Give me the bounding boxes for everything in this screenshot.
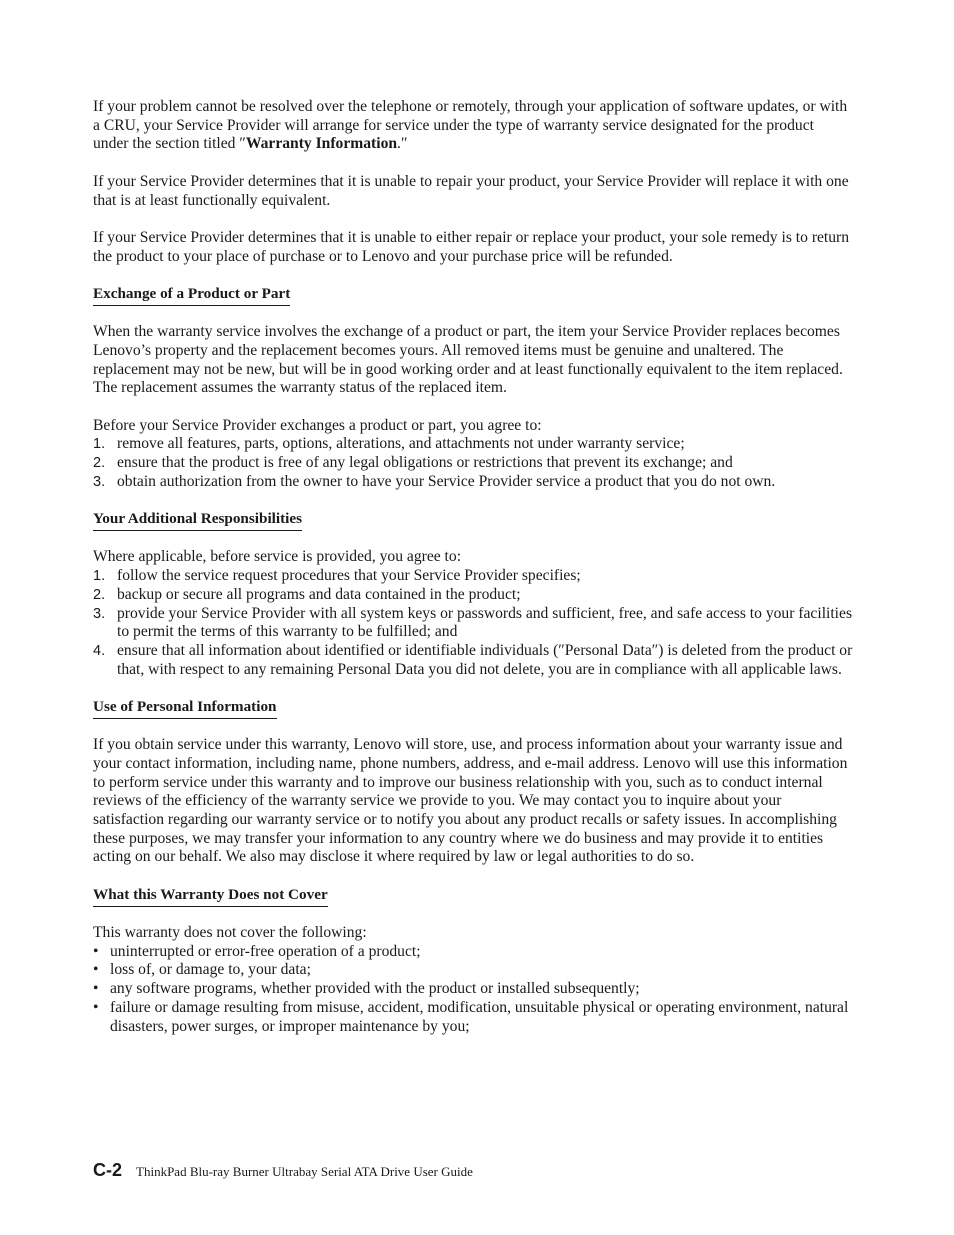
document-title: ThinkPad Blu-ray Burner Ultrabay Serial ATA Drive User Guide [136, 1164, 473, 1179]
warranty-information-ref: Warranty Information [245, 135, 398, 153]
list-item: • uninterrupted or error-free operation of a product; [93, 942, 421, 960]
list-item: 1. follow the service request procedures that your Service Provider specifies; [93, 567, 581, 585]
document-body [93, 98, 853, 1036]
intro-paragraph-1: If your problem cannot be resolved over the telephone or remotely, through your application of software updates, or with a CRU, your Service Provider will arrange for service under the type of warranty service designated for the product under the section titled ″Warranty Information.″ [93, 98, 848, 153]
responsibilities-list [93, 567, 853, 679]
page-number: C-2 [93, 1160, 123, 1180]
personal-info-paragraph: If you obtain service under this warranty, Lenovo will store, use, and process information about your warranty issue and your contact information, including name, phone numbers, address, and e-mail address. Lenovo will use this information to perform service under this warranty and to improve our business relationship with you, such as to conduct internal reviews of the efficiency of the warranty service we provide to you. We may contact you to inquire about your satisfaction regarding our warranty service or to notify you about any product recalls or safety issues. In accomplishing these purposes, we may transfer your information to any country where we do business and may provide it to entities acting on our behalf. We also may disclose it where required by law or legal authorities to do so. [93, 736, 848, 866]
list-item: • any software programs, whether provided with the product or installed subsequently; [93, 980, 640, 998]
list-item: 3. provide your Service Provider with all system keys or passwords and sufficient, free, and safe access to your facilities to permit the terms of this warranty to be fulfilled; and [93, 604, 853, 641]
list-item: 2. ensure that the product is free of any legal obligations or restrictions that prevent its exchange; and [93, 454, 733, 472]
list-item: 4. ensure that all information about identified or identifiable individuals (″Personal Data″) is deleted from the product or that, with respect to any remaining Personal Data you did not delete, you are in compliance with all applicable laws. [93, 641, 853, 678]
exchange-paragraph: When the warranty service involves the exchange of a product or part, the item your Service Provider replaces becomes Lenovo’s property and the replacement becomes yours. All removed items must be genuine and unaltered. The replacement may not be new, but will be in good working order and at least functionally equivalent to the item replaced. The replacement assumes the warranty status of the replaced item. [93, 323, 843, 397]
intro-paragraph-3: If your Service Provider determines that it is unable to either repair or replace your product, your sole remedy is to return the product to your place of purchase or to Lenovo and your purchase price will be refunded. [93, 228, 850, 265]
not-covered-list [93, 943, 853, 1037]
exchange-list [93, 435, 853, 491]
not-covered-list-intro: This warranty does not cover the following: [93, 924, 367, 942]
exchange-list-intro: Before your Service Provider exchanges a product or part, you agree to: [93, 416, 542, 434]
responsibilities-list-intro: Where applicable, before service is provided, you agree to: [93, 548, 462, 566]
page-footer [93, 1161, 473, 1182]
not-covered-heading: What this Warranty Does not Cover [93, 886, 328, 907]
list-item: • failure or damage resulting from misuse, accident, modification, unsuitable physical or operating environment, natural disasters, power surges, or improper maintenance by you; [93, 998, 849, 1035]
personal-info-heading: Use of Personal Information [93, 698, 277, 719]
list-item: 2. backup or secure all programs and data contained in the product; [93, 585, 521, 603]
list-item: 1. remove all features, parts, options, alterations, and attachments not under warranty service; [93, 435, 685, 453]
exchange-heading: Exchange of a Product or Part [93, 285, 290, 306]
list-item: • loss of, or damage to, your data; [93, 961, 311, 979]
list-item: 3. obtain authorization from the owner to have your Service Provider service a product that you do not own. [93, 472, 776, 490]
responsibilities-heading: Your Additional Responsibilities [93, 510, 302, 531]
intro-paragraph-2: If your Service Provider determines that it is unable to repair your product, your Service Provider will replace it with one that is at least functionally equivalent. [93, 172, 849, 209]
